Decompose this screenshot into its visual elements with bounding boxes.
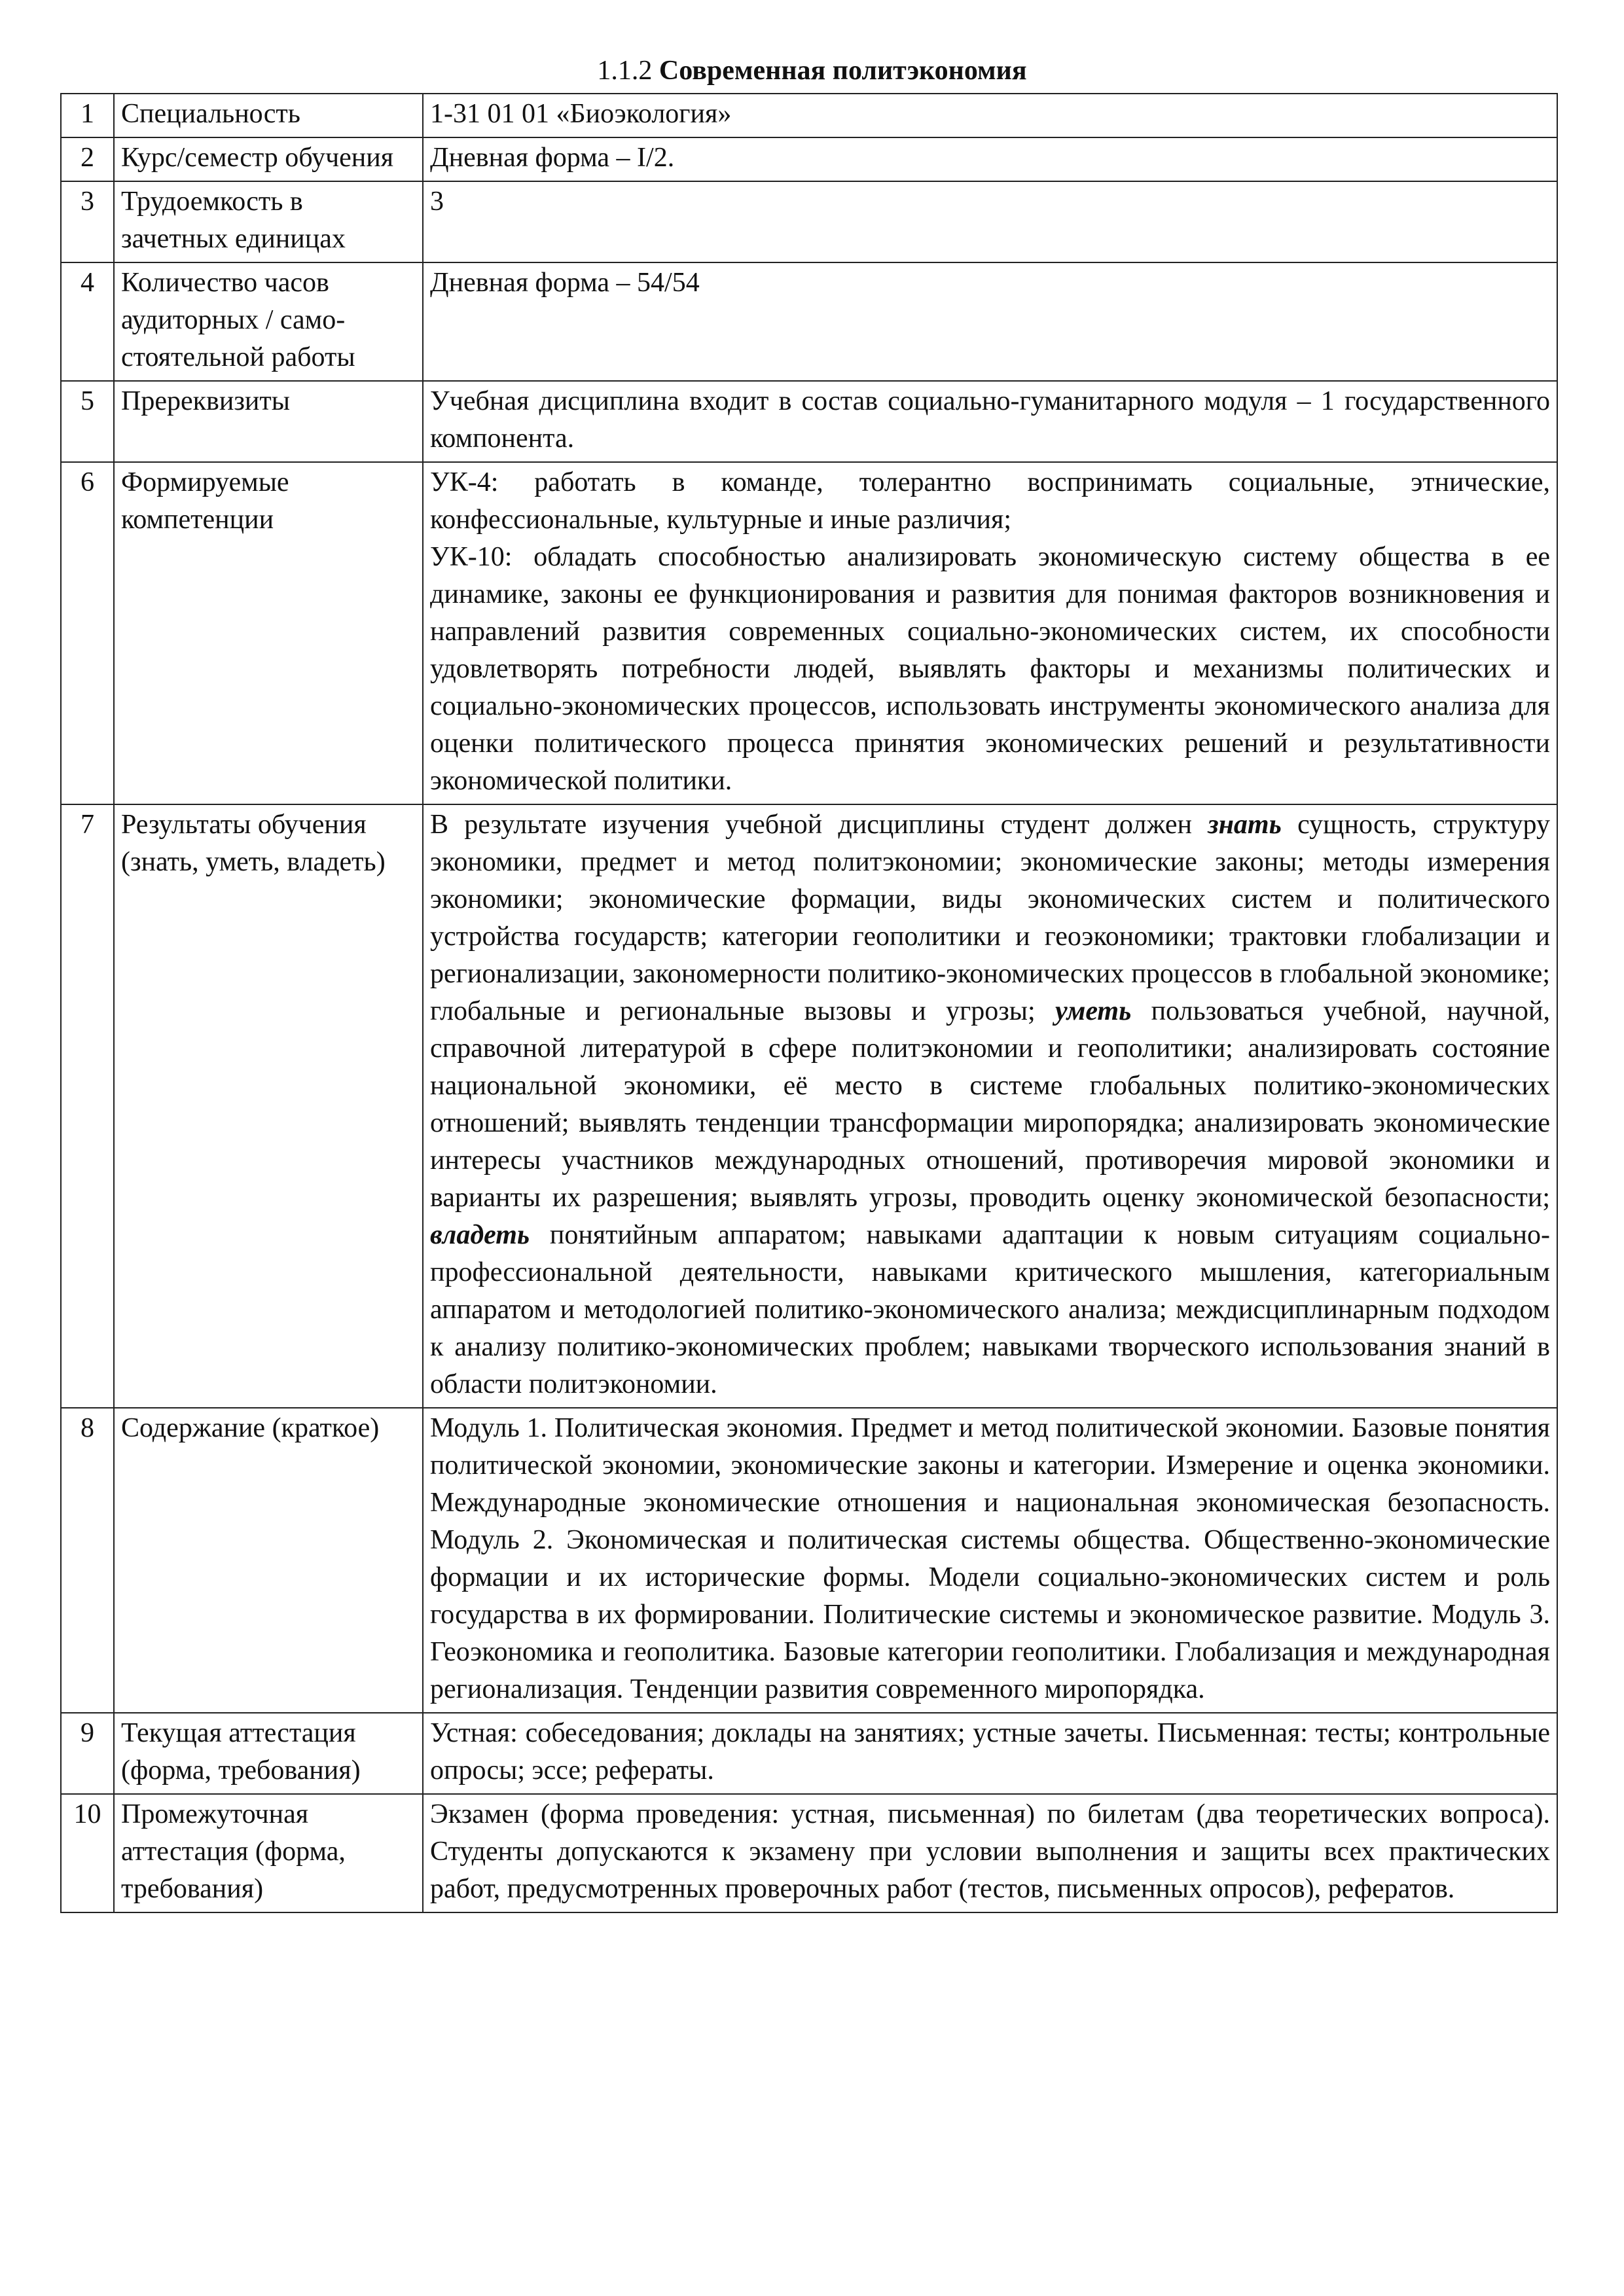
row-value: Экзамен (форма проведения: устная, письменная) по билетам (два теоретических вопроса). Студенты допускаются к экзамену при условии выполнения и защиты всех практических работ, предусмотренных проверочных работ (тестов, письменных опросов), рефератов. bbox=[423, 1794, 1557, 1912]
keyword-can: уметь bbox=[1055, 996, 1132, 1026]
row-label: Трудоемкость в зачетных единицах bbox=[114, 181, 423, 262]
row-value: 3 bbox=[423, 181, 1557, 262]
table-row bbox=[61, 462, 1557, 804]
section-number: 1.1.2 bbox=[597, 56, 653, 86]
row-label: Специальность bbox=[114, 94, 423, 137]
row-label: Содержание (краткое) bbox=[114, 1408, 423, 1713]
results-master-text: понятийным аппаратом; навыками адаптации к новым ситуациям социально-профессиональной деятельности, навыками критического мышления, категориальным аппаратом и методологией политико-экономического анализа; междисциплинарным подходом к анализу политико-экономических проблем; навыками творческого использования знаний в области политэкономии. bbox=[430, 1220, 1550, 1399]
row-label: Промежуточная аттестация (форма, требования) bbox=[114, 1794, 423, 1912]
table-row bbox=[61, 94, 1557, 137]
document-title bbox=[0, 52, 1624, 89]
table-row bbox=[61, 1713, 1557, 1794]
table-row bbox=[61, 1794, 1557, 1912]
row-label: Количество часов аудиторных / само-стоятельной работы bbox=[114, 262, 423, 381]
row-label: Результаты обучения (знать, уметь, владеть) bbox=[114, 804, 423, 1408]
row-number: 10 bbox=[61, 1794, 114, 1912]
table-row bbox=[61, 1408, 1557, 1713]
keyword-master: владеть bbox=[430, 1220, 530, 1250]
row-value bbox=[423, 804, 1557, 1408]
row-label: Курс/семестр обучения bbox=[114, 137, 423, 181]
row-number: 9 bbox=[61, 1713, 114, 1794]
competence-uk4: УК-4: работать в команде, толерантно воспринимать социальные, этнические, конфессиональные, культурные и иные различия; bbox=[430, 467, 1550, 535]
row-value: Модуль 1. Политическая экономия. Предмет и метод политической экономии. Базовые понятия политической экономии, экономические законы и категории. Измерение и оценка экономики. Международные экономические отношения и национальная экономическая безопасность. Модуль 2. Экономическая и политическая системы общества. Общественно-экономические формации и их исторические формы. Модели социально-экономических систем и роль государства в их формировании. Политические системы и экономическое развитие. Модуль 3. Геоэкономика и геополитика. Базовые категории геополитики. Глобализация и международная регионализация. Тенденции развития современного миропорядка. bbox=[423, 1408, 1557, 1713]
row-number: 3 bbox=[61, 181, 114, 262]
discipline-table bbox=[60, 93, 1558, 1913]
results-intro: В результате изучения учебной дисциплины студент должен bbox=[430, 810, 1208, 840]
row-value: 1-31 01 01 «Биоэкология» bbox=[423, 94, 1557, 137]
row-label: Текущая аттестация (форма, требования) bbox=[114, 1713, 423, 1794]
row-number: 4 bbox=[61, 262, 114, 381]
row-number: 6 bbox=[61, 462, 114, 804]
competence-uk10: УК-10: обладать способностью анализировать экономическую систему общества в ее динамике, законы ее функционирования и развития для понимая факторов возникновения и направлений развития современных социально-экономических систем, их способности удовлетворять потребности людей, выявлять факторы и механизмы политических и социально-экономических процессов, использовать инструменты экономического анализа для оценки политического процесса принятия экономических решений и результативности экономической политики. bbox=[430, 542, 1550, 796]
table-row bbox=[61, 181, 1557, 262]
keyword-know: знать bbox=[1208, 810, 1282, 840]
table-row bbox=[61, 137, 1557, 181]
results-know-text: сущность, структуру экономики, предмет и метод политэкономии; экономические законы; методы измерения экономики; экономические формации, виды экономических систем и политического устройства государств; категории геополитики и геоэкономики; трактовки глобализации и регионализации, закономерности политико-экономических процессов в глобальной экономике; глобальные и региональные вызовы и угрозы; bbox=[430, 810, 1550, 1026]
results-can-text: пользоваться учебной, научной, справочной литературой в сфере политэкономии и геополитики; анализировать состояние национальной экономики, её место в системе глобальных политико-экономических отношений; выявлять тенденции трансформации миропорядка; анализировать экономические интересы участников международных отношений, противоречия мировой экономики и варианты их разрешения; выявлять угрозы, проводить оценку экономической безопасности; bbox=[430, 996, 1550, 1213]
table-row bbox=[61, 262, 1557, 381]
row-value: Учебная дисциплина входит в состав социально-гуманитарного модуля – 1 государственного компонента. bbox=[423, 381, 1557, 462]
row-number: 5 bbox=[61, 381, 114, 462]
row-number: 8 bbox=[61, 1408, 114, 1713]
row-value: Устная: собеседования; доклады на занятиях; устные зачеты. Письменная: тесты; контрольные опросы; эссе; рефераты. bbox=[423, 1713, 1557, 1794]
row-label: Формируемые компетенции bbox=[114, 462, 423, 804]
row-number: 7 bbox=[61, 804, 114, 1408]
row-value: Дневная форма – 54/54 bbox=[423, 262, 1557, 381]
table-row bbox=[61, 804, 1557, 1408]
discipline-name: Современная политэкономия bbox=[659, 56, 1027, 86]
row-label: Пререквизиты bbox=[114, 381, 423, 462]
row-value bbox=[423, 462, 1557, 804]
row-number: 2 bbox=[61, 137, 114, 181]
row-number: 1 bbox=[61, 94, 114, 137]
table-row bbox=[61, 381, 1557, 462]
row-value: Дневная форма – I/2. bbox=[423, 137, 1557, 181]
